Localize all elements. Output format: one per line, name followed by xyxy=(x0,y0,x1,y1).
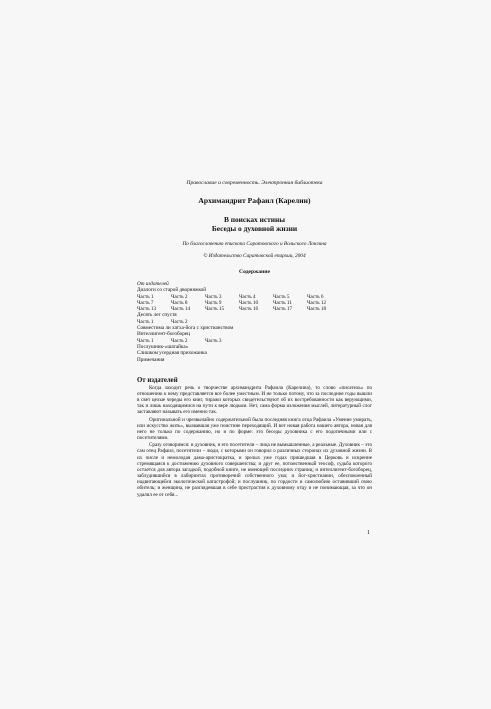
toc-part-link[interactable]: Часть 11 xyxy=(273,299,292,306)
author-name: Архимандрит Рафаил (Карелин) xyxy=(198,196,311,205)
toc-part-link[interactable]: Часть 8 xyxy=(171,299,188,306)
toc-part-link[interactable]: Часть 3 xyxy=(205,337,222,344)
body-paragraph: Когда заходит речь о творчестве архимандрита Рафаила (Карелина), то слово «писатель» по отношению к нему представляется все более уместным. И не только потому, что за последние годы вышли в свет целые череды его книг, тиражи которых свидетельствуют об их востребованности как верующими, так и лишь находящимися на пути к вере людьми. Нет, сама форма изложения мыслей, литературный слог заставляют называть его именно так. xyxy=(137,384,372,416)
library-series-line: Православие и современность. Электронная библиотека xyxy=(186,180,323,186)
toc-part-link[interactable]: Часть 3 xyxy=(205,293,222,300)
toc-item-intellectual[interactable]: Интеллигент-богоборец xyxy=(137,331,190,338)
toc-item-parishioner[interactable]: Слишком усердная прихожанка xyxy=(137,350,207,357)
toc-part-link[interactable]: Часть 2 xyxy=(171,337,188,344)
toc-item-obedience[interactable]: Послушник-«шатайка» xyxy=(137,343,189,350)
toc-item-from-publisher[interactable]: От издателей xyxy=(137,281,169,287)
page-number: 1 xyxy=(367,530,370,536)
body-paragraph: Сразу оговоримся: и духовник, и его посетители – лица не вымышленные, а реальные. Духовник – это сам отец Рафаил, посетители – люди, с которыми он говорил о различных сторонах их духовной жизни. В их числе и немолодая дама-аристократка, и зрелых уже годах пришедшая в Церковь и искренне стремящаяся к достижению духовного совершенства; и друг ее, потомственный теософ, судьба которого остается для автора загадкой, подобной книге, не имеющей последних страниц; и интеллигент-богоборец, заблудившийся в лабиринтах противоречий собственного ума; и йог-христианин, обеспокоенный надвигающейся экологической катастрофой; и послушник, по гордости и самолюбию оставивший свою обитель; и женщина, не разглядевшая в себе пристрастия к духовному отцу и не понимающая, за что он удалил ее от себя... xyxy=(137,442,372,498)
copyright-line: © Издательство Саратовской епархии, 2004 xyxy=(203,253,306,259)
book-title xyxy=(137,215,372,233)
table-of-contents xyxy=(137,281,372,363)
book-title-line2: Беседы о духовной жизни xyxy=(211,224,298,233)
toc-part-link[interactable]: Часть 15 xyxy=(205,306,225,313)
toc-heading: Содержание xyxy=(239,269,270,275)
toc-part-link[interactable]: Часть 1 xyxy=(137,293,154,300)
toc-part-link[interactable]: Часть 1 xyxy=(137,318,154,325)
toc-part-link[interactable]: Часть 14 xyxy=(171,306,191,313)
section-body xyxy=(137,385,372,498)
toc-part-link[interactable]: Часть 5 xyxy=(273,293,290,300)
toc-part-link[interactable]: Часть 10 xyxy=(239,299,259,306)
book-title-line1: В поисках истины xyxy=(223,215,286,224)
toc-item-notes[interactable]: Примечания xyxy=(137,356,165,363)
toc-part-link[interactable]: Часть 2 xyxy=(171,318,188,325)
toc-item-dialogue[interactable]: Диалоги со старой дворняжкой xyxy=(137,287,207,294)
toc-part-link[interactable]: Часть 1 xyxy=(137,337,154,344)
section-heading: От издателей xyxy=(137,376,178,384)
toc-part-link[interactable]: Часть 16 xyxy=(239,306,259,313)
page-content xyxy=(137,180,372,499)
toc-part-link[interactable]: Часть 4 xyxy=(239,293,256,300)
toc-part-link[interactable]: Часть 17 xyxy=(273,306,293,313)
toc-part-link[interactable]: Часть 7 xyxy=(137,299,154,306)
blessing-line: По благословению епископа Саратовского и Вольского Лонгина xyxy=(182,241,327,247)
body-paragraph: Оригинальной и чрезвычайно содержательной была последняя книга отца Рафаила «Умение умирать, или искусство жить», вызвавшая уже поистине переходящий. И вот новая работа нашего автора, новая для него не только по содержанию, но и по форме: это беседы духовника с его подопечными или с посетителями. xyxy=(137,416,372,442)
toc-part-link[interactable]: Часть 9 xyxy=(205,299,222,306)
toc-part-link[interactable]: Часть 6 xyxy=(307,293,324,300)
toc-part-link[interactable]: Часть 2 xyxy=(171,293,188,300)
toc-item-ten-years[interactable]: Десять лет спустя xyxy=(137,312,177,319)
toc-part-link[interactable]: Часть 12 xyxy=(307,299,327,306)
toc-part-link[interactable]: Часть 18 xyxy=(307,306,327,313)
toc-part-link[interactable]: Часть 13 xyxy=(137,306,157,313)
toc-item-hatha-yoga[interactable]: Совместима ли хатха-йога с христианством xyxy=(137,325,234,332)
